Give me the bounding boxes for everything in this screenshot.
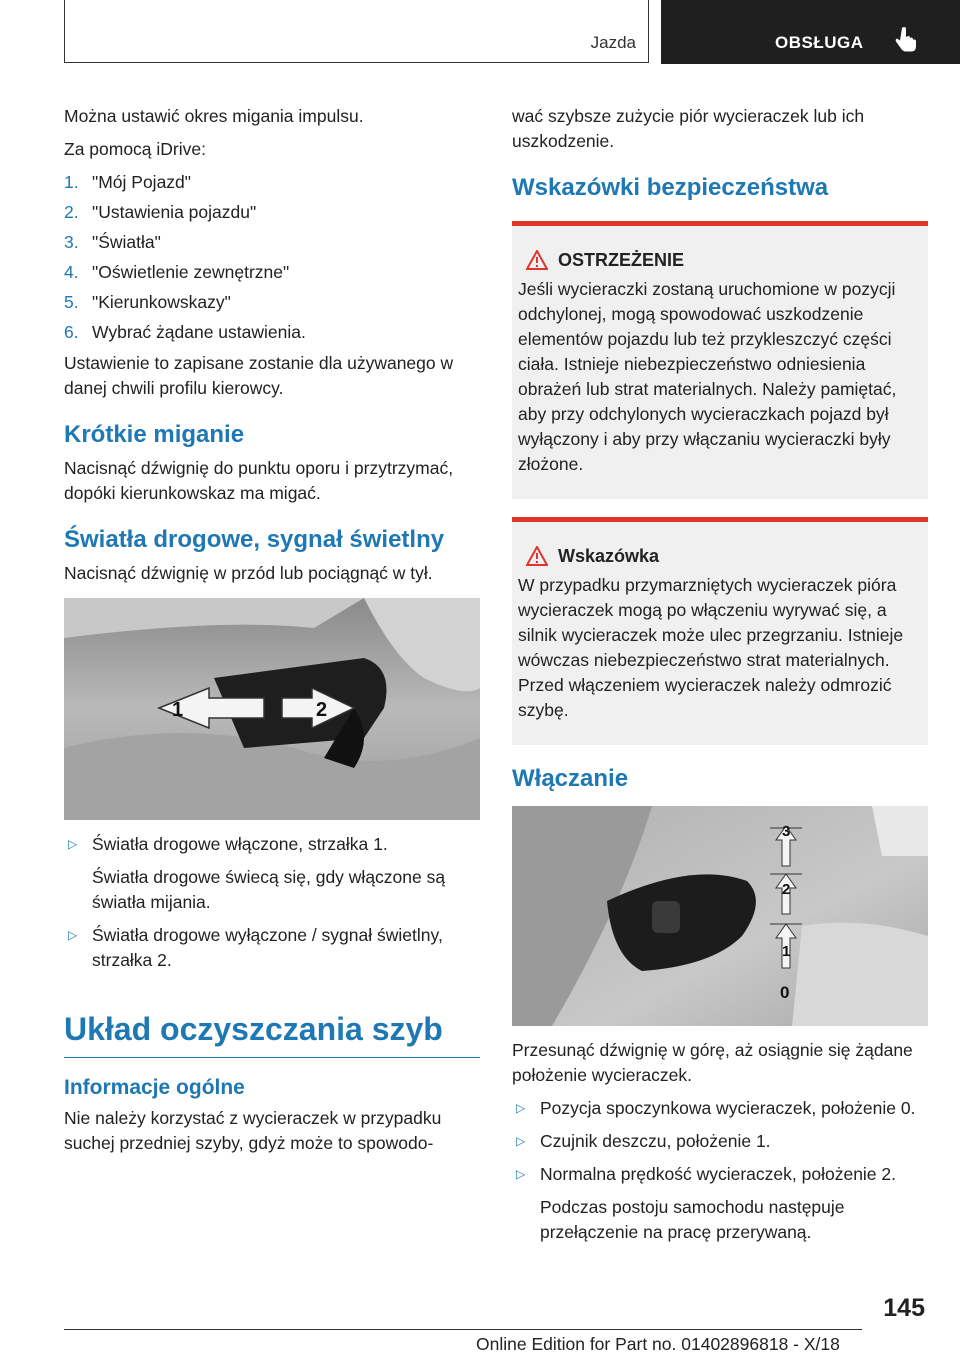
position-label-2: 2: [782, 881, 791, 898]
list-item: ▷ Światła drogowe włączone, strzałka 1. Światła drogowe świecą się, gdy włączone są światła mijania.: [68, 834, 446, 912]
edition-footer: Online Edition for Part no. 01402896818 - X/18: [476, 1334, 840, 1354]
list-item: ▷ Normalna prędkość wycieraczek, położenie 2. Podczas postoju samochodu następuje przełączenie na pracę przerywaną.: [516, 1164, 896, 1242]
wiper-position-list: [512, 1096, 928, 1245]
list-item: ▷ Czujnik deszczu, położenie 1.: [512, 1129, 928, 1154]
arrow-label-1: 1: [172, 699, 184, 721]
profile-text: Ustawienie to zapisane zostanie dla używanego w danej chwili profilu kierowcy.: [64, 353, 454, 398]
triangle-bullet-icon: ▷: [516, 1101, 526, 1115]
list-item: 2. "Ustawienia pojazdu": [64, 202, 257, 222]
short-blink-text: Nacisnąć dźwignię do punktu oporu i przytrzymać, dopóki kierunkowskaz ma migać.: [64, 458, 454, 503]
heading-wash-system: Układ oczyszczania szyb: [64, 1009, 480, 1058]
page-number: 145: [883, 1294, 925, 1322]
warning-text: Jeśli wycieraczki zostaną uruchomione w pozycji odchylonej, mogą spowodować uszkodzenie elementów pojazdu lub też przykleszczyć części ciała. Istnieje niebezpieczeństwo odniesienia obrażeń lub strat materialnych. Należy pamiętać, aby przy odchylonych wycieraczkach pojazd był wyłączony i aby przy włączaniu wycieraczki były złożone.: [518, 279, 897, 474]
footer-divider: [64, 1329, 862, 1330]
triangle-bullet-icon: ▷: [516, 1167, 526, 1181]
list-item: 4. "Oświetlenie zewnętrzne": [64, 262, 290, 282]
continued-text: wać szybsze zużycie piór wycieraczek lub ich uszkodzenie.: [512, 106, 865, 151]
heading-switch-on: Włączanie: [512, 765, 629, 792]
position-label-3: 3: [782, 823, 791, 840]
wiper-lever-illustration: [512, 806, 928, 1026]
heading-high-beam: Światła drogowe, sygnał świetlny: [64, 526, 445, 553]
list-item: 6. Wybrać żądane ustawienia.: [64, 322, 306, 342]
switch-on-text: Przesunąć dźwignię w górę, aż osiągnie się żądane położenie wycieraczek.: [512, 1040, 913, 1085]
warning-triangle-icon: [526, 546, 548, 566]
high-beam-lever-illustration: [64, 598, 480, 820]
list-item: 3. "Światła": [64, 232, 161, 252]
intro-text: Można ustawić okres migania impulsu.: [64, 106, 364, 126]
idrive-steps: [64, 170, 480, 345]
header-chapter-title: OBSŁUGA: [775, 33, 864, 52]
heading-safety: Wskazówki bezpieczeństwa: [512, 174, 829, 201]
list-item: 1. "Mój Pojazd": [64, 172, 191, 192]
idrive-text: Za pomocą iDrive:: [64, 139, 206, 159]
heading-general-info: Informacje ogólne: [64, 1076, 245, 1099]
note-title: Wskazówka: [558, 546, 660, 566]
note-text: W przypadku przymarzniętych wycieraczek pióra wycieraczek mogą po włączeniu wyrywać się, a silnik wycieraczek może ulec przegrzaniu. Istnieje wówczas niebezpieczeństwo strat materialnych. Przed włączeniem wycieraczek należy odmrozić szybę.: [518, 575, 904, 720]
triangle-bullet-icon: ▷: [68, 837, 78, 851]
list-item: ▷ Światła drogowe wyłączone / sygnał świetlny, strzałka 2.: [68, 925, 443, 970]
general-info-text: Nie należy korzystać z wycieraczek w przypadku suchej przedniej szyby, gdyż może to spowodo-: [64, 1108, 442, 1153]
position-label-1: 1: [782, 943, 791, 960]
arrow-label-2: 2: [316, 699, 328, 721]
left-column: [64, 104, 480, 1164]
heading-short-blink: Krótkie miganie: [64, 421, 245, 448]
warning-box: [512, 221, 928, 499]
pointing-hand-icon: [895, 26, 917, 52]
header-section-box: [64, 0, 649, 63]
triangle-bullet-icon: ▷: [68, 928, 78, 942]
warning-triangle-icon: [526, 250, 548, 270]
position-label-0: 0: [780, 983, 790, 1002]
note-box: [512, 517, 928, 745]
right-column: [512, 104, 928, 1253]
high-beam-list: [64, 832, 480, 973]
triangle-bullet-icon: ▷: [516, 1134, 526, 1148]
list-item: ▷ Pozycja spoczynkowa wycieraczek, położenie 0.: [512, 1096, 928, 1121]
warning-title: OSTRZEŻENIE: [558, 250, 685, 270]
header-section-title: Jazda: [590, 33, 636, 52]
high-beam-text: Nacisnąć dźwignię w przód lub pociągnąć w tył.: [64, 563, 433, 583]
list-item: 5. "Kierunkowskazy": [64, 292, 231, 312]
header-chapter-tab: [661, 0, 960, 64]
